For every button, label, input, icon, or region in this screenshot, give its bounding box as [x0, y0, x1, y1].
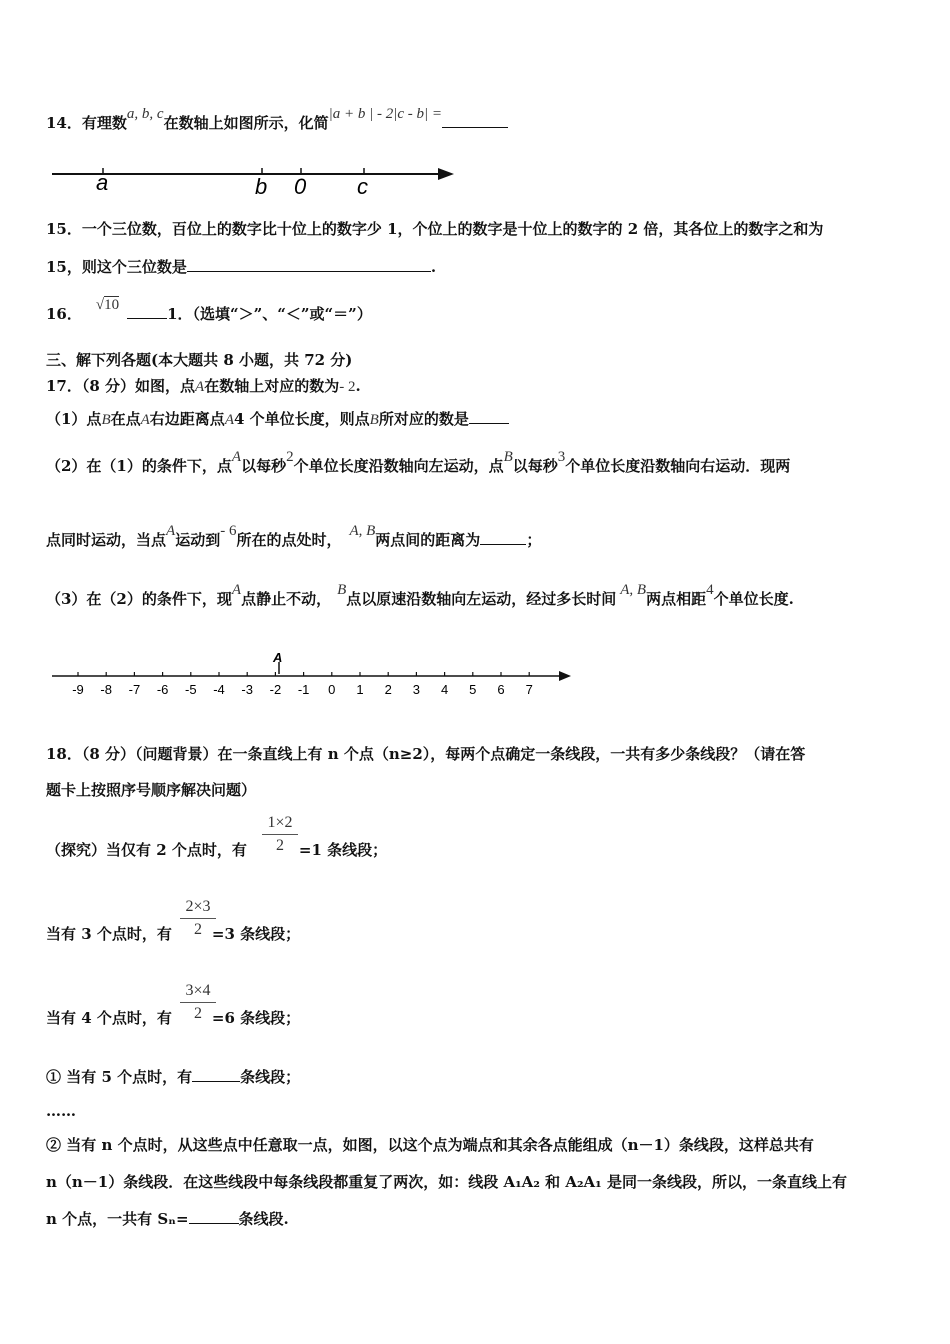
- q18-e1-result: =1 条线段；: [298, 841, 388, 859]
- q16-radicand: 10: [104, 297, 120, 313]
- q17-tick-label--2: -2: [269, 682, 282, 697]
- q17-text-1: 17．（8 分）如图，点: [46, 377, 196, 395]
- q18-fraction-1: [262, 814, 298, 855]
- q17-tick-label-6: 6: [497, 682, 505, 697]
- q18-c2-text: n 个点，一共有 Sₙ=: [46, 1210, 189, 1228]
- q14-text-1: 有理数: [81, 114, 127, 132]
- q18-case-2-line-1: ② 当有 n 个点时，从这些点中任意取一点，如图，以这个点为端点和其余各点能组成（n－1）条线段，这样总共有: [46, 1136, 814, 1154]
- q14-axis-arrow: [438, 168, 454, 180]
- q17-p1-var-A: A: [140, 412, 150, 428]
- q17-p1-answer-blank[interactable]: [469, 409, 509, 424]
- q14-number: 14．: [46, 114, 82, 132]
- q15-line-1: 15．一个三位数，百位上的数字比十位上的数字少 1，个位上的数字是十位上的数字的 2 倍，其各位上的数字之和为: [46, 220, 824, 238]
- q18-line-2: 题卡上按照序号顺序解决问题）: [46, 781, 257, 799]
- q18-c2-text-2: 条线段.: [238, 1210, 289, 1228]
- q17-p1-text-4: 4 个单位长度，则点: [233, 410, 370, 428]
- q17-text-2: 在数轴上对应的数为: [204, 377, 340, 395]
- q15-period: .: [430, 258, 437, 276]
- q16-text: 1．（选填“＞”、“＜”或“＝”）: [167, 305, 372, 323]
- q16-answer-blank[interactable]: [127, 304, 167, 319]
- q17-p2-text-4: 以每秒: [512, 457, 558, 475]
- q17-part-2-line-2: [46, 523, 542, 551]
- q17-p2-speed-3: 3: [557, 449, 566, 465]
- q15-text: 15，则这个三位数是: [46, 258, 187, 276]
- section-3-heading: 三、解下列各题(本大题共 8 小题，共 72 分): [46, 351, 353, 369]
- q17-p3-var-AB: A, B: [620, 582, 647, 598]
- q14-answer-blank[interactable]: [442, 113, 508, 128]
- q17-axis-label-A: A: [273, 650, 283, 665]
- q17-p3-text-4: 两点相距: [646, 590, 707, 608]
- q15-answer-blank[interactable]: [187, 257, 431, 272]
- q17-part-3: [46, 582, 794, 610]
- q18-f2-numerator: 2×3: [180, 898, 216, 919]
- q18-e1-text: （探究）当仅有 2 个点时，有: [46, 841, 247, 859]
- q18-c2-answer-blank[interactable]: [189, 1209, 239, 1224]
- q17-p3-text-3: 点以原速沿数轴向左运动，经过多长时间: [346, 590, 617, 608]
- q16-number: 16．: [46, 305, 82, 323]
- q18-explore-3: [46, 1008, 300, 1028]
- q17-var-A: A: [195, 379, 205, 395]
- q17-p2-text-3: 个单位长度沿数轴向左运动，点: [293, 457, 504, 475]
- q18-f2-denominator: 2: [194, 921, 202, 938]
- q17-axis-arrow: [559, 671, 571, 681]
- q17-value-neg2: - 2: [339, 379, 356, 395]
- q17-p2-var-A2: A: [166, 523, 176, 539]
- q17-line-1: [46, 376, 361, 397]
- q18-f1-numerator: 1×2: [262, 814, 298, 835]
- q17-period: .: [355, 377, 361, 395]
- q18-f3-numerator: 3×4: [180, 982, 216, 1003]
- q18-c1-answer-blank[interactable]: [192, 1067, 240, 1082]
- q17-p3-value-4: 4: [706, 582, 714, 598]
- q17-p2-answer-blank[interactable]: [480, 530, 526, 545]
- q18-e3-result: =6 条线段；: [211, 1009, 301, 1027]
- q18-e3-text: 当有 4 个点时，有: [46, 1009, 172, 1027]
- q18-explore-1: [46, 840, 387, 860]
- q17-tick-label-3: 3: [412, 682, 421, 697]
- q18-f3-denominator: 2: [194, 1005, 202, 1022]
- q17-tick-label-1: 1: [356, 682, 364, 697]
- q17-tick-label--5: -5: [185, 682, 197, 697]
- q18-ellipsis: ……: [46, 1102, 76, 1120]
- q17-p1-text-3: 右边距离点: [149, 410, 225, 428]
- q17-tick-label-5: 5: [469, 682, 477, 697]
- question-14: [46, 106, 508, 134]
- q18-case-2-line-3: [46, 1209, 289, 1229]
- q17-p2-text-6: 点同时运动，当点: [46, 531, 167, 549]
- q17-part-1: [46, 409, 509, 430]
- q14-label-c: c: [357, 174, 368, 199]
- q18-case-1: [46, 1067, 300, 1087]
- q17-tick-label--3: -3: [241, 682, 253, 697]
- q17-p2-speed-2: 2: [286, 449, 294, 465]
- q17-p2-var-B: B: [503, 449, 513, 465]
- question-16: [46, 297, 372, 325]
- q17-p2-text-7: 运动到: [175, 531, 221, 549]
- q16-sqrt: √10: [95, 297, 120, 313]
- q17-p1-var-B2: B: [369, 412, 379, 428]
- q14-label-b: b: [255, 174, 268, 199]
- q17-tick-label--8: -8: [100, 682, 112, 697]
- q17-p2-value-neg6: - 6: [220, 523, 237, 539]
- q17-tick-label--9: -9: [72, 682, 84, 697]
- q17-number-line: [50, 648, 580, 700]
- q18-fraction-2: [180, 898, 216, 939]
- q17-p3-text-2: 点静止不动，: [241, 590, 332, 608]
- q17-p1-text-2: 在点: [110, 410, 141, 428]
- q17-tick-label-4: 4: [440, 682, 449, 697]
- q14-label-0: 0: [294, 174, 307, 199]
- q18-case-2-line-2: n（n－1）条线段．在这些线段中每条线段都重复了两次，如：线段 A₁A₂ 和 A₂A₁ 是同一条线段，所以，一条直线上有: [46, 1173, 847, 1191]
- q17-p2-var-A: A: [231, 449, 242, 465]
- q14-text-2: 在数轴上如图所示，化简: [163, 114, 329, 132]
- q17-p2-text-9: 两点间的距离为: [375, 531, 481, 549]
- q17-part-2-line-1: [46, 449, 791, 477]
- q17-tick-label--6: -6: [156, 682, 169, 697]
- q17-p3-var-B: B: [337, 582, 347, 598]
- q17-p3-text-1: （3）在（2）的条件下，现: [46, 590, 232, 608]
- q18-line-1: 18．（8 分）（问题背景）在一条直线上有 n 个点（n≥2），每两个点确定一条线段，一共有多少条线段？（请在答: [46, 745, 806, 763]
- q17-p1-var-A2: A: [224, 412, 234, 428]
- q14-expression: |a + b | - 2|c - b| =: [328, 106, 442, 122]
- q18-f1-denominator: 2: [276, 837, 284, 854]
- q18-fraction-3: [180, 982, 216, 1023]
- q17-p1-var-B: B: [101, 412, 111, 428]
- q17-p1-text-5: 所对应的数是: [378, 410, 469, 428]
- q14-vars: a, b, c: [126, 106, 164, 122]
- q18-explore-2: [46, 924, 300, 944]
- q17-p2-text-8: 所在的点处时，: [236, 531, 342, 549]
- q17-tick-label--1: -1: [297, 682, 310, 697]
- q18-c1-text: ① 当有 5 个点时，有: [46, 1068, 193, 1086]
- q18-c1-text-2: 条线段；: [240, 1068, 301, 1086]
- q17-p3-var-A: A: [231, 582, 242, 598]
- q17-p2-text-5: 个单位长度沿数轴向右运动．现两: [565, 457, 791, 475]
- q18-e2-text: 当有 3 个点时，有: [46, 925, 172, 943]
- q17-p1-text-1: （1）点: [46, 410, 102, 428]
- q17-p2-text-1: （2）在（1）的条件下，点: [46, 457, 232, 475]
- q17-p3-text-5: 个单位长度.: [713, 590, 794, 608]
- q17-tick-label--4: -4: [213, 682, 225, 697]
- q17-tick-label--7: -7: [128, 682, 141, 697]
- q17-tick-label-2: 2: [384, 682, 392, 697]
- q17-tick-label-7: 7: [525, 682, 533, 697]
- q17-p2-text-2: 以每秒: [241, 457, 287, 475]
- q17-p2-semicolon: ；: [526, 531, 542, 549]
- q17-tick-label-0: 0: [328, 682, 336, 697]
- q17-p2-var-AB: A, B: [349, 523, 376, 539]
- q15-line-2: [46, 257, 436, 277]
- q14-number-line: [50, 160, 460, 200]
- q14-label-a: a: [96, 170, 109, 195]
- q18-e2-result: =3 条线段；: [211, 925, 301, 943]
